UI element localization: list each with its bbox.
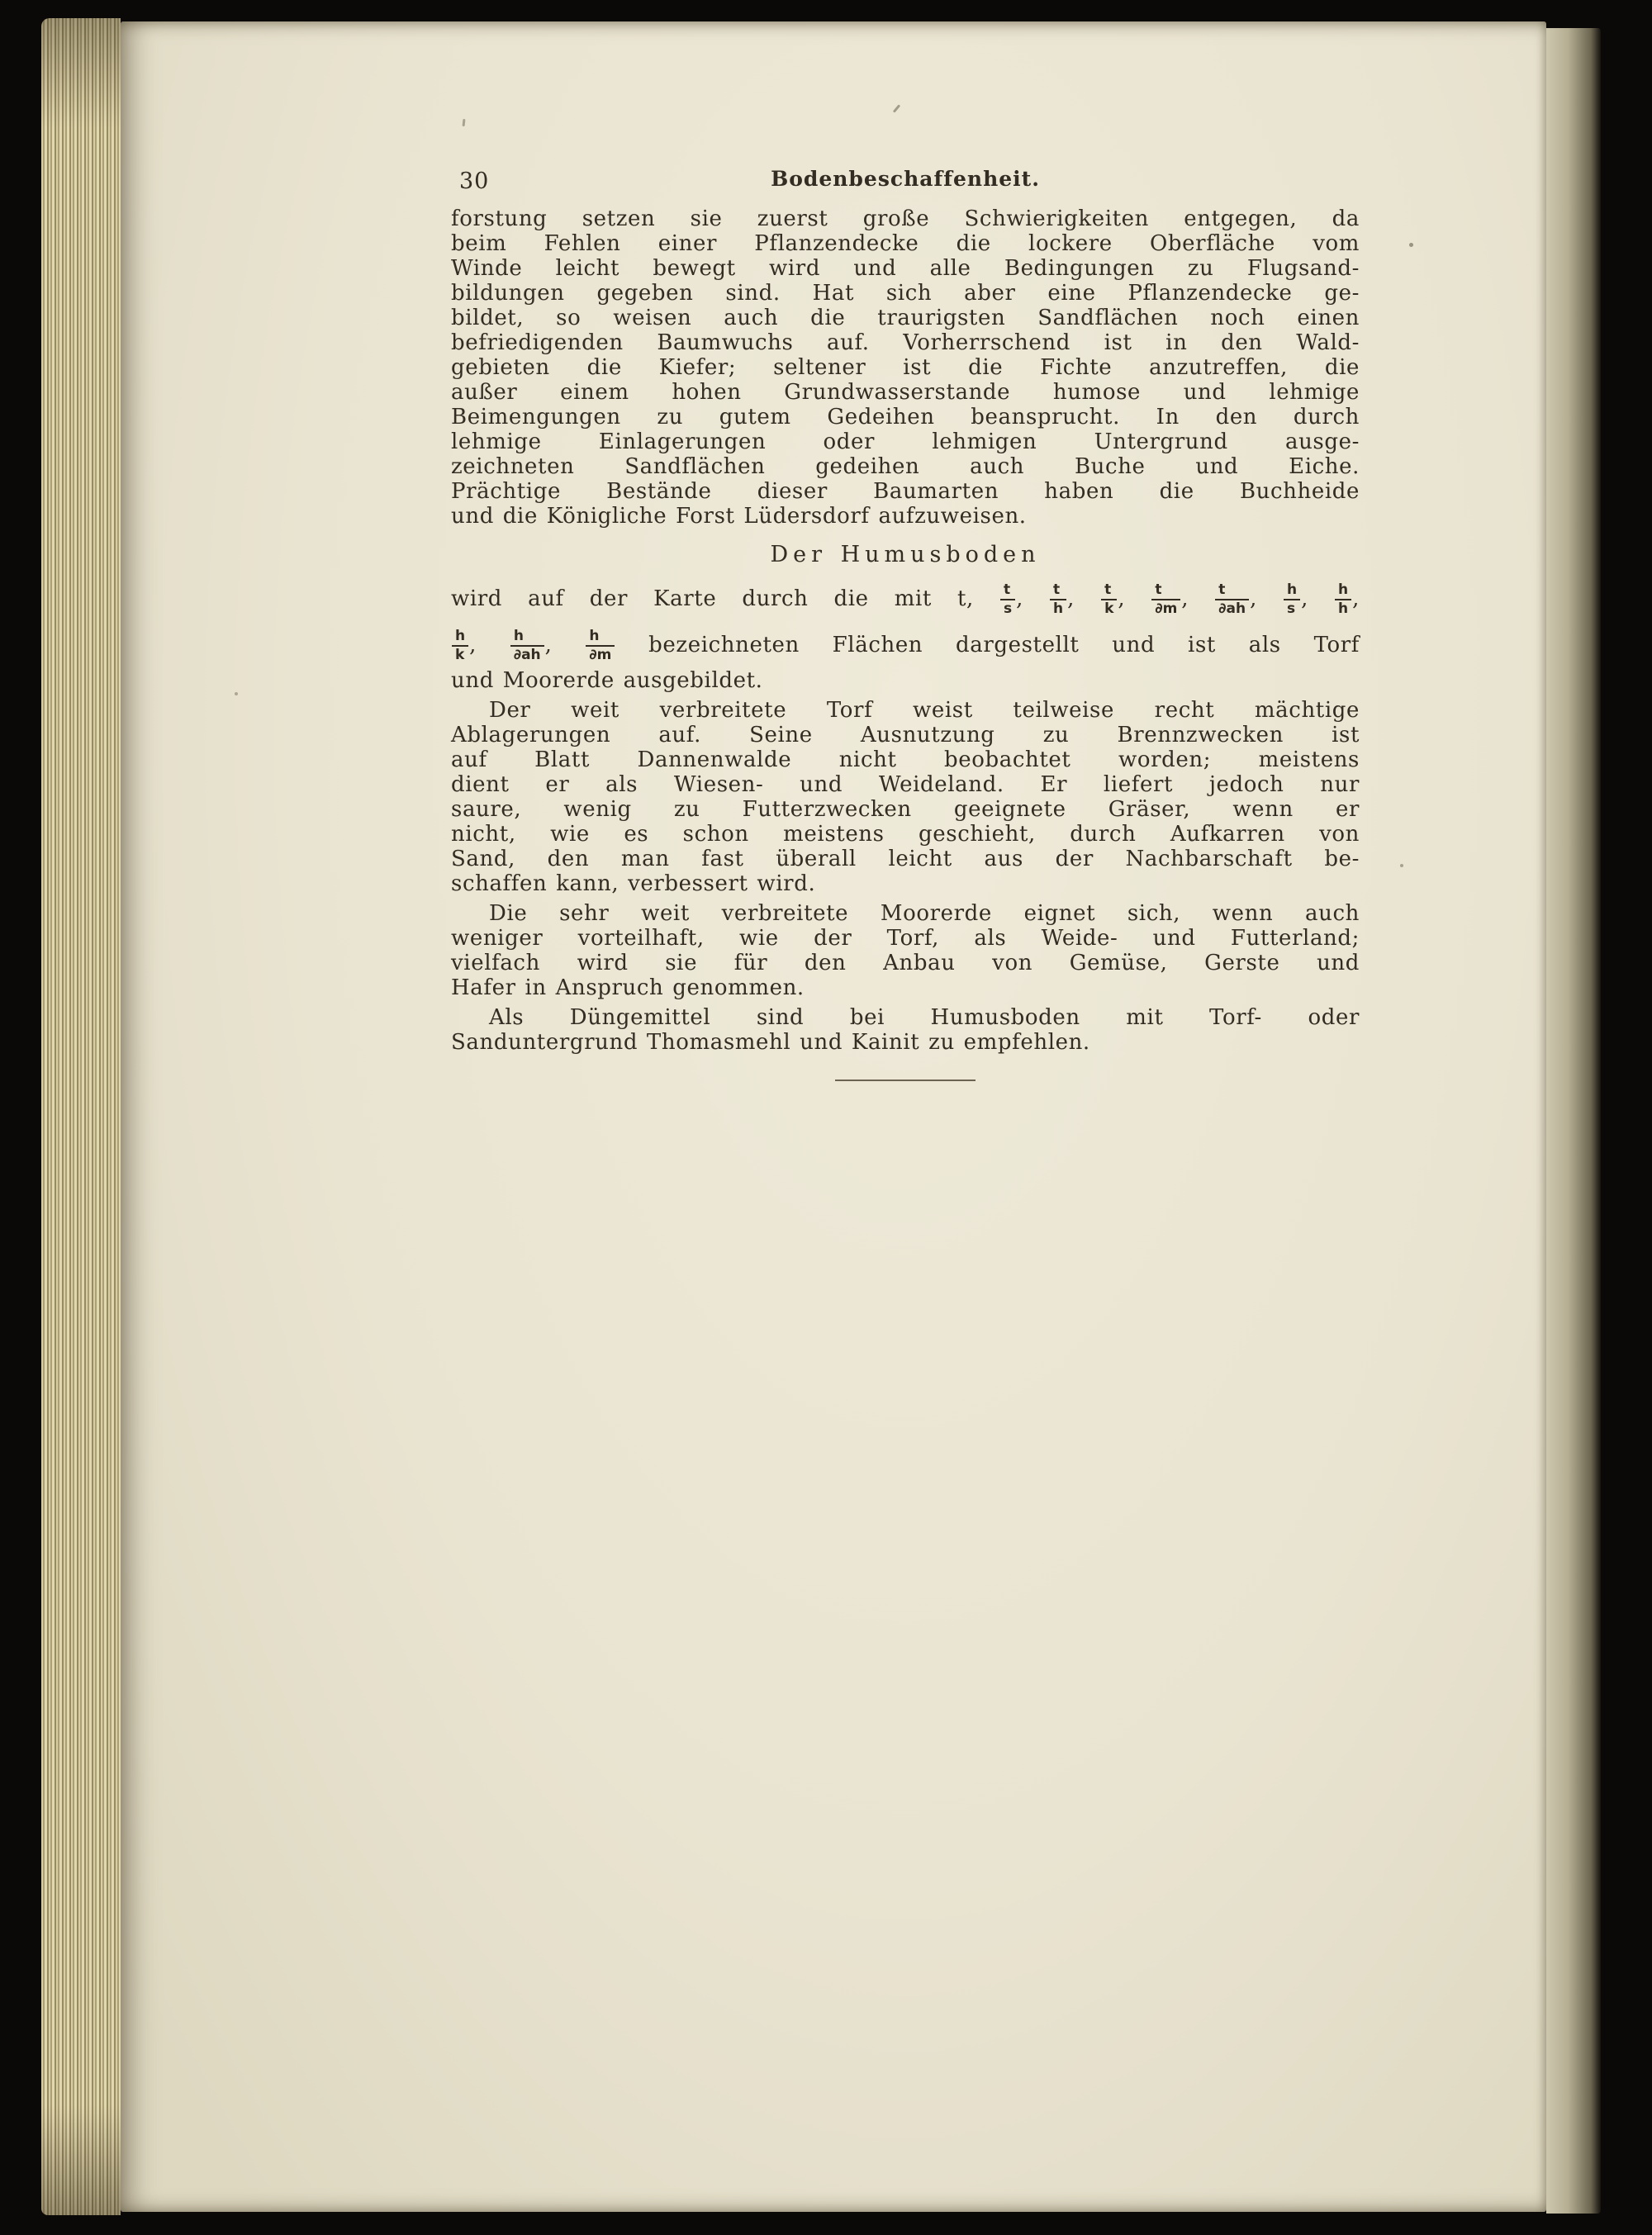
map-symbol-paragraph <box>451 576 1360 693</box>
scan-speckle <box>463 119 466 126</box>
opening-paragraph <box>451 206 1360 529</box>
scan-speckle <box>1400 864 1403 867</box>
map-symbol-fraction: $\frac{h}{\partial m}$ <box>586 629 615 662</box>
running-header-row <box>451 167 1360 195</box>
page-number: 30 <box>459 168 490 194</box>
map-symbol-fraction: $\frac{h}{k}$ <box>452 629 468 662</box>
text-line: schaffen kann, verbessert wird. <box>451 871 816 896</box>
text-line: Der weit verbreitete Torf weist teilweise recht mächtige <box>489 698 1360 723</box>
text-line: Als Düngemittel sind bei Humusboden mit Torf- oder <box>489 1005 1360 1030</box>
text-line: und die Königliche Forst Lüdersdorf aufzuweisen. <box>451 504 1027 529</box>
map-symbol-fraction: $\frac{h}{\partial ah}$ <box>510 629 544 662</box>
text-line: gebieten die Kiefer; seltener ist die Fichte anzutreffen, die <box>451 355 1360 380</box>
map-symbol-fraction: $\frac{t}{h}$ <box>1050 582 1066 616</box>
text-line: lehmige Einlagerungen oder lehmigen Untergrund ausge- <box>451 429 1360 454</box>
text-line: befriedigenden Baumwuchs auf. Vorherrschend ist in den Wald- <box>451 330 1360 355</box>
text-line: vielfach wird sie für den Anbau von Gemüse, Gerste und <box>451 951 1360 975</box>
text-line: Die sehr weit verbreitete Moorerde eignet sich, wenn auch <box>489 901 1360 926</box>
scan-speckle <box>235 692 238 695</box>
text-line: zeichneten Sandflächen gedeihen auch Buche und Eiche. <box>451 454 1360 479</box>
text-line: bildet, so weisen auch die traurigsten Sandflächen noch einen <box>451 306 1360 330</box>
map-symbol-fraction: $\frac{t}{\partial m}$ <box>1151 582 1180 616</box>
running-header-title: Bodenbeschaffenheit. <box>771 167 1040 191</box>
map-symbol-fraction: $\frac{t}{s}$ <box>1000 582 1015 616</box>
text-line: saure, wenig zu Futterzwecken geeignete Gräser, wenn er <box>451 797 1360 822</box>
book-page-edges-left <box>41 18 121 2215</box>
text-line: forstung setzen sie zuerst große Schwierigkeiten entgegen, da <box>451 206 1360 231</box>
text-line: dient er als Wiesen- und Weideland. Er liefert jedoch nur <box>451 772 1360 797</box>
scan-speckle <box>1409 243 1413 247</box>
map-symbol-fraction: $\frac{t}{\partial ah}$ <box>1215 582 1249 616</box>
book-page <box>121 21 1546 2212</box>
scan-speckle <box>893 104 900 112</box>
text-line: Prächtige Bestände dieser Baumarten haben die Buchheide <box>451 479 1360 504</box>
text-line: außer einem hohen Grundwasserstande humose und lehmige <box>451 380 1360 405</box>
text-line: und Moorerde ausgebildet. <box>451 668 763 693</box>
text-line: auf Blatt Dannenwalde nicht beobachtet worden; meistens <box>451 747 1360 772</box>
text-line: nicht, wie es schon meistens geschieht, durch Aufkarren von <box>451 822 1360 847</box>
page-text-block <box>451 206 1360 1081</box>
text-line: $\frac{h}{k}$ , $\frac{h}{\partial ah}$ , $\frac{h}{\partial m}$ bezeichneten Flächen dargestellt und ist als Torf <box>451 622 1360 668</box>
text-line: wird auf der Karte durch die mit t, $\frac{t}{s}$ , $\frac{t}{h}$ , $\frac{t}{k}$ , $\frac{t}{\partial m}$ , $\frac{t}{\partial ah}$ , $\frac{h}{s}$ , $\frac{h}{h}$ , <box>451 581 1360 617</box>
book-page-edge-right <box>1546 28 1601 2214</box>
torf-paragraph <box>451 698 1360 896</box>
text-line: bildungen gegeben sind. Hat sich aber eine Pflanzendecke ge- <box>451 281 1360 306</box>
text-line: Sanduntergrund Thomasmehl und Kainit zu empfehlen. <box>451 1030 1090 1055</box>
text-line: Ablagerungen auf. Seine Ausnutzung zu Brennzwecken ist <box>451 723 1360 747</box>
text-line: Winde leicht bewegt wird und alle Bedingungen zu Flugsand- <box>451 256 1360 281</box>
text-line: Hafer in Anspruch genommen. <box>451 975 805 1000</box>
map-symbol-fraction: $\frac{t}{k}$ <box>1101 582 1117 616</box>
moorerde-paragraph <box>451 901 1360 1000</box>
duengemittel-paragraph <box>451 1005 1360 1055</box>
text-line: beim Fehlen einer Pflanzendecke die lockere Oberfläche vom <box>451 231 1360 256</box>
section-heading: Der Humusboden <box>770 542 1041 567</box>
section-divider-rule <box>835 1080 976 1081</box>
map-symbol-fraction: $\frac{h}{s}$ <box>1284 582 1300 616</box>
text-line: Beimengungen zu gutem Gedeihen beansprucht. In den durch <box>451 405 1360 429</box>
text-line: weniger vorteilhaft, wie der Torf, als Weide- und Futterland; <box>451 926 1360 951</box>
map-symbol-fraction: $\frac{h}{h}$ <box>1335 582 1351 616</box>
text-line: Sand, den man fast überall leicht aus der Nachbarschaft be- <box>451 847 1360 871</box>
